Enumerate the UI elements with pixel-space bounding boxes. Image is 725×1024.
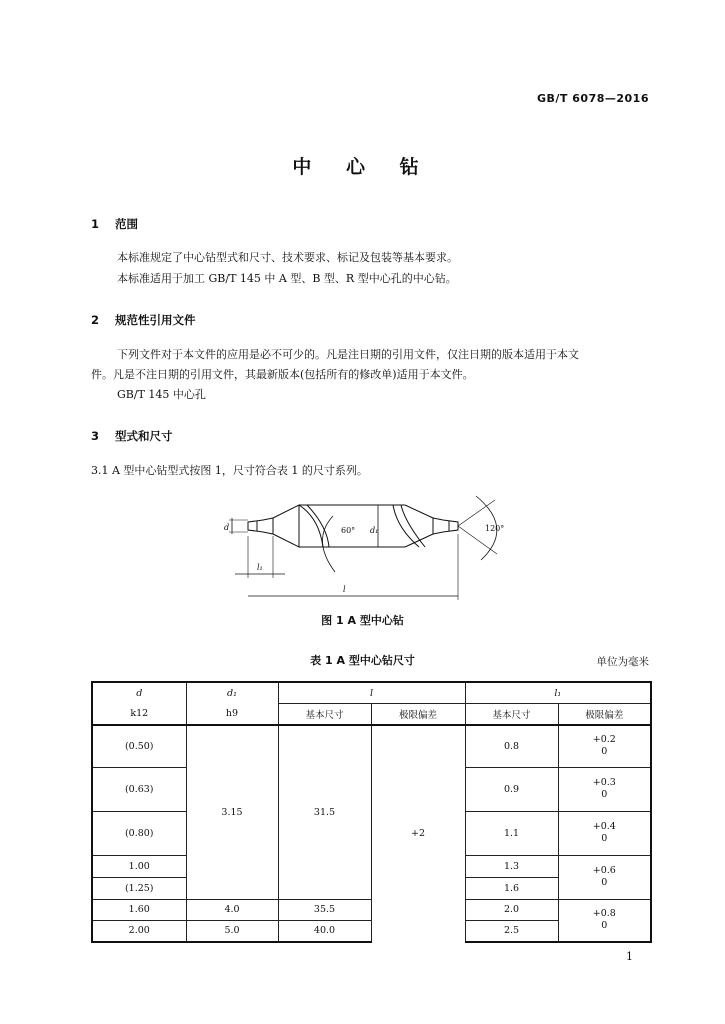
cell-d1: 4.0 [186,899,278,920]
l1-label: l₁ [257,563,263,572]
cell-l-limit: +2 [371,725,465,942]
header-l-limit: 极限偏差 [371,704,465,726]
tol-lower: 0 [601,877,608,888]
dimension-table [91,681,652,943]
section-1-paragraph-2: 本标准适用于加工 GB/T 145 中 A 型、B 型、R 型中心孔的中心钻。 [117,272,457,285]
center-drill-drawing [215,488,515,604]
cell-l1-basic: 1.6 [465,877,558,899]
tol-lower: 0 [601,920,608,931]
d-label: d [224,523,230,532]
unit-note: 单位为毫米 [596,656,649,668]
angle-120-label: 120° [485,524,505,533]
page-number: 1 [626,950,633,963]
right-cone [405,505,433,547]
table-caption: 表 1 A 型中心钻尺寸 [310,654,415,667]
tol-upper: +0.6 [592,865,616,876]
section-number: 1 [91,217,100,231]
cell-l1-basic: 1.1 [465,811,558,855]
left-cone [273,505,299,547]
section-3-heading [91,428,173,444]
cell-l-basic: 40.0 [278,920,371,942]
cell-l1-limit [558,767,651,811]
section-2-heading [91,312,196,328]
header-d1: d₁ [186,682,278,704]
header-l1: l₁ [465,682,651,704]
header-d-tolerance: k12 [92,704,186,726]
header-d1-tolerance: h9 [186,704,278,726]
section-number: 3 [91,429,100,443]
section-1-heading [91,216,138,232]
tol-lower: 0 [601,746,608,758]
section-2-paragraph-line-2: 件。凡是不注日期的引用文件，其最新版本(包括所有的修改单)适用于本文件。 [91,368,474,381]
cell-d: (0.50) [92,725,186,767]
angle-60-label: 60° [341,526,356,535]
cell-d1: 3.15 [186,725,278,899]
section-number: 2 [91,313,100,327]
section-title: 范围 [115,217,138,231]
d1-label: d₁ [370,526,379,535]
cell-l-basic: 31.5 [278,725,371,899]
right-pilot-tip [433,518,458,534]
section-title: 规范性引用文件 [115,313,196,327]
header-d: d [92,682,186,704]
cell-l1-limit [558,725,651,767]
section-1-paragraph-1: 本标准规定了中心钻型式和尺寸、技术要求、标记及包装等基本要求。 [117,251,458,264]
clause-3-1: 3.1 A 型中心钻型式按图 1，尺寸符合表 1 的尺寸系列。 [91,464,368,477]
cell-l1-limit [558,899,651,942]
header-l1-limit: 极限偏差 [558,704,651,726]
tol-upper: +0.4 [592,821,616,832]
tol-lower: 0 [601,789,608,800]
document-title: 中 心 钻 [292,156,433,178]
figure-caption: 图 1 A 型中心钻 [321,614,404,627]
cell-l1-basic: 2.5 [465,920,558,942]
tol-upper: +0.3 [592,777,616,788]
cell-d: 1.00 [92,855,186,877]
cell-l1-limit [558,811,651,855]
header-l1-basic: 基本尺寸 [465,704,558,726]
cell-d: (0.63) [92,767,186,811]
cell-d1: 5.0 [186,920,278,942]
cell-l-basic: 35.5 [278,899,371,920]
tol-upper: +0.2 [592,734,616,746]
cell-l1-basic: 0.8 [465,725,558,767]
tol-lower: 0 [601,833,608,844]
cell-l1-basic: 2.0 [465,899,558,920]
header-l: l [278,682,465,704]
table-row [92,725,651,767]
cell-l1-basic: 1.3 [465,855,558,877]
cell-l1-limit [558,855,651,899]
section-2-paragraph-line-1: 下列文件对于本文件的应用是必不可少的。凡是注日期的引用文件，仅注日期的版本适用于本文 [117,348,579,361]
standard-code: GB/T 6078—2016 [537,92,649,105]
l-label: l [343,585,346,594]
cell-d: 1.60 [92,899,186,920]
cell-l1-basic: 0.9 [465,767,558,811]
section-title: 型式和尺寸 [115,429,173,443]
tol-upper: +0.8 [592,908,616,919]
left-pilot-tip [248,518,273,534]
header-l-basic: 基本尺寸 [278,704,371,726]
cell-d: (1.25) [92,877,186,899]
normative-reference: GB/T 145 中心孔 [117,388,206,401]
cell-d: 2.00 [92,920,186,942]
cell-d: (0.80) [92,811,186,855]
